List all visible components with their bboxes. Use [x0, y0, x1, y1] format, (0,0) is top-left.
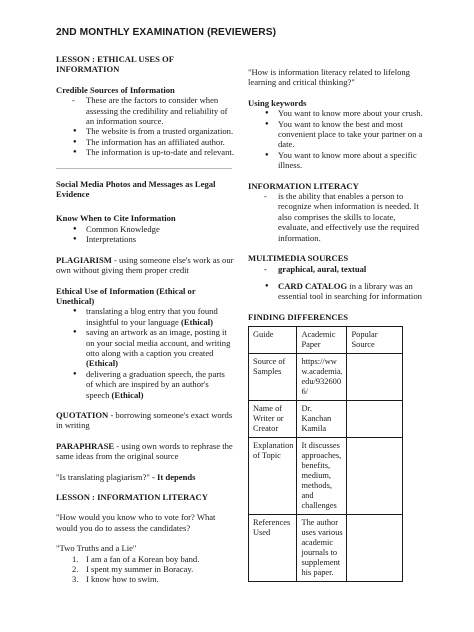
info-literacy-def-list: [248, 191, 426, 243]
paraphrase-term: PARAPHRASE: [56, 440, 115, 451]
ethical-tag: (Ethical): [181, 316, 213, 327]
two-truths-list: [56, 554, 234, 585]
table-header-cell: Guide: [249, 327, 297, 354]
multimedia-heading: MULTIMEDIA SOURCES: [248, 253, 349, 264]
list-item: 2. I spent my summer in Boracay.: [72, 564, 194, 575]
social-media-heading: Social Media Photos and Messages as Legal Evidence: [56, 178, 216, 200]
credible-intro: - These are the factors to consider when assessing the credibility and reliability of an information source.: [56, 95, 234, 126]
table-cell: The author uses various academic journals to supplement his paper.: [297, 515, 347, 582]
table-header-cell: Academic Paper: [297, 327, 347, 354]
cite-bullets: [56, 224, 234, 245]
info-literacy-def: - is the ability that enables a person to recognize when information is needed. It also comprises the skills to locate, evaluate, and effectively use the required information.: [248, 191, 426, 243]
table-cell: [347, 438, 403, 515]
list-item: ● The website is from a trusted organization.: [56, 126, 234, 136]
lesson-heading-literacy: LESSON : INFORMATION LITERACY: [56, 492, 208, 502]
table-cell: [347, 354, 403, 401]
ethical-use-bullets: [56, 306, 234, 400]
table-cell: Name of Writer or Creator: [249, 401, 297, 438]
table-cell: Explanation of Topic: [249, 438, 297, 515]
list-item: 1. I am a fan of a Korean boy band.: [72, 553, 200, 564]
keywords-heading: Using keywords: [248, 97, 307, 108]
paraphrase-definition: PARAPHRASE - using own words to rephrase the same ideas from the original source: [56, 440, 233, 462]
list-item: ● The information has an affiliated author.: [56, 137, 234, 147]
table-row: [249, 515, 403, 582]
vote-question: "How would you know who to vote for? What would you do to assess the candidates?: [56, 512, 216, 533]
table-cell: Source of Samples: [249, 354, 297, 401]
lifelong-learning-question: "How is information literacy related to lifelong learning and critical thinking?": [248, 67, 410, 88]
list-item: ● You want to know more about your crush.: [248, 108, 426, 118]
list-item: ● Common Knowledge: [56, 224, 234, 234]
lesson-heading-ethical: LESSON : ETHICAL USES OF INFORMATION: [56, 54, 174, 75]
list-item: 3. I know how to swim.: [72, 574, 159, 585]
credible-intro-list: [56, 95, 234, 126]
right-column: [248, 67, 426, 582]
info-literacy-heading: INFORMATION LITERACY: [248, 180, 359, 191]
plagiarism-def: - using someone else's work as our own without giving them proper credit: [56, 254, 234, 276]
plagiarism-question: "Is translating plagiarism?" - It depends: [56, 471, 196, 482]
ethical-use-heading: Ethical Use of Information (Ethical or Unethical): [56, 285, 196, 306]
table-cell: References Used: [249, 515, 297, 582]
page-title: 2ND MONTHLY EXAMINATION (REVIEWERS): [56, 27, 277, 38]
multimedia-def: - graphical, aural, textual: [248, 264, 426, 274]
list-item: ● The information is up-to-date and relevant.: [56, 147, 234, 157]
table-cell: https://www.academia.edu/9326006/: [297, 354, 347, 401]
plagiarism-definition: [56, 255, 234, 276]
ethical-tag: (Ethical): [111, 389, 144, 400]
finding-differences-heading: FINDING DIFFERENCES: [248, 311, 349, 322]
cite-heading: Know When to Cite Information: [56, 213, 176, 224]
finding-differences-table: [248, 326, 403, 582]
two-truths-heading: "Two Truths and a Lie": [56, 543, 137, 554]
credible-sources-heading: Credible Sources of Information: [56, 84, 175, 95]
table-header-cell: Popular Source: [347, 327, 403, 354]
plagiarism-term: PLAGIARISM: [56, 254, 112, 265]
table-cell: It discusses approaches, benefits, medium, methods, and challenges: [297, 438, 347, 515]
table-header-row: [249, 327, 403, 354]
table-cell: Dr. Kanchan Kamila: [297, 401, 347, 438]
multimedia-def-list: [248, 264, 426, 274]
list-item: ● saving an artwork as an image, posting it on your social media account, and writing otto along with a caption you created (Ethical): [56, 327, 234, 369]
table-row: [249, 401, 403, 438]
credible-bullets: [56, 126, 234, 157]
ethical-tag: (Ethical): [86, 358, 118, 369]
question-answer: - It depends: [152, 471, 196, 482]
left-column: [56, 54, 234, 585]
quotation-definition: QUOTATION - borrowing someone's exact words in writing: [56, 409, 233, 431]
keywords-bullets: [248, 108, 426, 170]
table-cell: [347, 401, 403, 438]
table-cell: [347, 515, 403, 582]
card-catalog-item: ● CARD CATALOG in a library was an essential tool in searching for information: [248, 281, 426, 302]
list-item: ● Interpretations: [56, 234, 234, 244]
section-divider: [56, 168, 232, 169]
list-item: ● You want to know the best and most convenient place to take your partner on a date.: [248, 119, 426, 150]
table-row: [249, 354, 403, 401]
table-row: [249, 438, 403, 515]
list-item: ● You want to know more about a specific illness.: [248, 150, 426, 171]
list-item: ● translating a blog entry that you found insightful to your language (Ethical): [56, 306, 234, 327]
quotation-term: QUOTATION: [56, 409, 109, 420]
list-item: ● delivering a graduation speech, the parts of which are inspired by an author's speech (Ethical): [56, 369, 234, 400]
card-catalog-list: [248, 281, 426, 302]
